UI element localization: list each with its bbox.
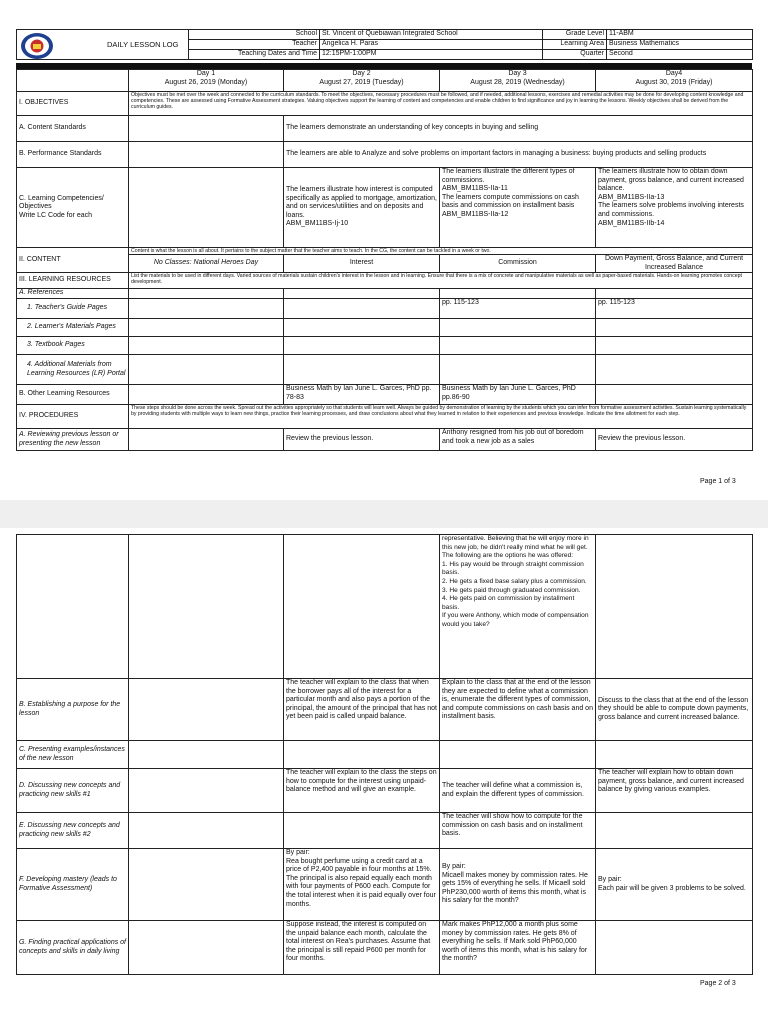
lm-row [17, 319, 753, 337]
area-value: Business Mathematics [607, 40, 753, 50]
other-day3: Business Math by Ian June L. Garces, PhD pp.86-90 [440, 385, 596, 405]
procedure-d-day2: The teacher will explain to the class the steps on how to compute for the interest using unpaid-balance method and will give an example. [284, 769, 440, 813]
procedure-a-day3-part2: representative. Believing that he will enjoy more in this new job, he didn't really mind what he will get. The following are the options he was offered: 1. His pay would be through straight commission basis. 2. He gets a fixed base salary plus a commission. 3. He gets paid through graduated commission. 4. He gets paid on commission by installment basis. If you were Anthony, which mode of compensation would you take? [440, 535, 596, 679]
procedure-c-label: C. Presenting examples/instances of the new lesson [17, 741, 129, 769]
objectives-row [17, 92, 753, 116]
header-table [16, 29, 753, 60]
procedure-f-day4: By pair: Each pair will be given 3 problems to be solved. [596, 849, 753, 921]
page-2 [0, 528, 768, 1024]
procedure-g-day3: Mark makes PhP12,000 a month plus some money by commission rates. He gets 8% of everything he sells. If Mark sold PhP60,000 worth of items this month, what is his salary for the month? [440, 921, 596, 975]
other-resources-label: B. Other Learning Resources [17, 385, 129, 405]
objectives-label: I. OBJECTIVES [17, 92, 129, 116]
procedure-a-day2: Review the previous lesson. [284, 429, 440, 451]
content-label: II. CONTENT [17, 248, 129, 273]
procedure-b-day3: Explain to the class that at the end of the lesson they are expected to define what a commission is, enumerate the different types of commission, and compute commissions on cash basis and on installment basis. [440, 679, 596, 741]
performance-standards-row [17, 142, 753, 168]
procedure-b-label: B. Establishing a purpose for the lesson [17, 679, 129, 741]
procedure-g-label: G. Finding practical applications of concepts and skills in daily living [17, 921, 129, 975]
lesson-table-page1 [16, 69, 753, 451]
quarter-value: Second [607, 50, 753, 60]
day2-header: Day 2 August 27, 2019 (Tuesday) [284, 70, 440, 92]
content-day4: Down Payment, Gross Balance, and Current Increased Balance [596, 255, 753, 273]
day4-header: Day4 August 30, 2019 (Friday) [596, 70, 753, 92]
resources-note: List the materials to be used in different days. Varied sources of materials sustain children's interest in the lesson and in learning. Ensure that there is a mix of concrete and manipulative materials as well as paper-based materials. Hands-on learning promotes concept development. [129, 273, 753, 289]
grade-label: Grade Level [543, 30, 607, 40]
competencies-day2: The learners illustrate how interest is computed specifically as applied to mortgage, amortization, and on services/utilities and on deposits and loans. ABM_BM11BS-Ij-10 [284, 168, 440, 248]
procedure-f-row [17, 849, 753, 921]
content-day2: Interest [284, 255, 440, 273]
additional-label: 4. Additional Materials from Learning Resources (LR) Portal [17, 355, 129, 385]
teacher-value: Angelica H. Paras [320, 40, 543, 50]
procedure-b-day2: The teacher will explain to the class that when the borrower pays all of the interest for a particular month and also pays a portion of the principal, the amount of the principal that has not yet been paid is called unpaid balance. [284, 679, 440, 741]
procedure-a-day3-part1: Anthony resigned from his job out of boredom and took a new job as a sales [440, 429, 596, 451]
procedure-a-cont-row [17, 535, 753, 679]
time-value: 12:15PM-1:00PM [320, 50, 543, 60]
page-number-2: Page 2 of 3 [700, 980, 736, 987]
procedure-a-label: A. Reviewing previous lesson or presenting the new lesson [17, 429, 129, 451]
competencies-day3: The learners illustrate the different types of commissions. ABM_BM11BS-IIa-11 The learners compute commissions on cash basis and commission on installment basis ABM_BM11BS-IIa-12 [440, 168, 596, 248]
time-label: Teaching Dates and Time [189, 50, 320, 60]
procedure-e-row [17, 813, 753, 849]
content-note: Content is what the lesson is all about. It pertains to the subject matter that the teacher aims to teach. In the CG, the content can be tackled in a week or two. [129, 248, 753, 255]
resources-label: III. LEARNING RESOURCES [17, 273, 129, 289]
content-standards-label: A. Content Standards [17, 116, 129, 142]
lm-label: 2. Learner's Materials Pages [17, 319, 129, 337]
day3-header: Day 3 August 28, 2019 (Wednesday) [440, 70, 596, 92]
quarter-label: Quarter [543, 50, 607, 60]
competencies-day4: The learners illustrate how to obtain down payment, gross balance, and current increased balance. ABM_BM11BS-IIa-13 The learners solve problems involving interests and commissions. ABM_BM11BS-IIb-14 [596, 168, 753, 248]
other-resources-row [17, 385, 753, 405]
procedures-label: IV. PROCEDURES [17, 405, 129, 429]
procedure-d-label: D. Discussing new concepts and practicing new skills #1 [17, 769, 129, 813]
log-title: DAILY LESSON LOG [17, 30, 189, 60]
procedure-c-row [17, 741, 753, 769]
content-standards-text: The learners demonstrate an understanding of key concepts in buying and selling [284, 116, 753, 142]
page-gap [0, 500, 768, 528]
resources-row [17, 273, 753, 289]
performance-standards-label: B. Performance Standards [17, 142, 129, 168]
content-standards-row [17, 116, 753, 142]
lesson-table-page2 [16, 534, 753, 975]
school-value: St. Vincent of Quebiawan Integrated School [320, 30, 543, 40]
procedure-b-row [17, 679, 753, 741]
tb-label: 3. Textbook Pages [17, 337, 129, 355]
procedures-row [17, 405, 753, 429]
area-label: Learning Area [543, 40, 607, 50]
performance-standards-text: The learners are able to Analyze and solve problems on important factors in managing a business: buying products and selling products [284, 142, 753, 168]
procedure-a-row [17, 429, 753, 451]
tb-row [17, 337, 753, 355]
procedure-g-day2: Suppose instead, the interest is computed on the unpaid balance each month, calculate the total interest on Rea's purchases. Assume that the principal is still repaid P600 per month for four months. [284, 921, 440, 975]
competencies-label: C. Learning Competencies/ Objectives Write LC Code for each [17, 168, 129, 248]
day1-header: Day 1 August 26, 2019 (Monday) [129, 70, 284, 92]
additional-row [17, 355, 753, 385]
procedures-note: These steps should be done across the week. Spread out the activities appropriately so that students will learn well. Always be guided by demonstration of learning by the students which you can infer from formative assessment activities. Sustain learning systematically by providing students with multiple ways to learn new things, practice their learning processes, and draw conclusions about what they learned in relation to their experiences and previous knowledge. Indicate the time allotment for each step. [129, 405, 753, 429]
references-row [17, 289, 753, 299]
teacher-label: Teacher [189, 40, 320, 50]
page-1 [0, 0, 768, 500]
references-label: A. References [17, 289, 129, 299]
procedure-d-row [17, 769, 753, 813]
procedure-f-day2: By pair: Rea bought perfume using a credit card at a price of P2,400 payable in four months at 15%. The principal is also repaid equally each month with four payments of P600 each. Compute for the total interest when it is paid equally over four months. [284, 849, 440, 921]
tg-label: 1. Teacher's Guide Pages [17, 299, 129, 319]
objectives-note: Objectives must be met over the week and connected to the curriculum standards. To meet the objectives, necessary procedures must be followed, and if needed, additional lessons, exercises and remedial activities may be done for developing content knowledge and competencies. These are assessed using Formative Assessment strategies. Valuing objectives support the learning of content and competencies and enable children to find significance and joy in learning the lessons. Weekly objectives shall be derived from the curriculum guides. [129, 92, 753, 116]
content-note-row [17, 248, 753, 255]
procedure-a-day4: Review the previous lesson. [596, 429, 753, 451]
tg-row [17, 299, 753, 319]
competencies-row [17, 168, 753, 248]
procedure-b-day4: Discuss to the class that at the end of the lesson they should be able to compute down payments, gross balance and current increased balance. [596, 679, 753, 741]
page-number-1: Page 1 of 3 [700, 478, 736, 485]
procedure-f-label: F. Developing mastery (leads to Formative Assessment) [17, 849, 129, 921]
procedure-d-day3: The teacher will define what a commission is, and explain the different types of commission. [440, 769, 596, 813]
grade-value: 11-ABM [607, 30, 753, 40]
tg-day4: pp. 115-123 [596, 299, 753, 319]
tg-day3: pp. 115-123 [440, 299, 596, 319]
procedure-g-row [17, 921, 753, 975]
content-day1: No Classes: National Heroes Day [129, 255, 284, 273]
other-day2: Business Math by Ian June L. Garces, PhD pp. 78-83 [284, 385, 440, 405]
days-row [17, 70, 753, 92]
procedure-e-day3: The teacher will show how to compute for the commission on cash basis and on installment basis. [440, 813, 596, 849]
procedure-e-label: E. Discussing new concepts and practicing new skills #2 [17, 813, 129, 849]
procedure-d-day4: The teacher will explain how to obtain down payment, gross balance, and current increased balance by giving various examples. [596, 769, 753, 813]
content-day3: Commission [440, 255, 596, 273]
procedure-f-day3: By pair: Micaell makes money by commission rates. He gets 15% of everything he sells. If Micaell sold PhP230,000 worth of items this month, what is his salary for the month? [440, 849, 596, 921]
school-label: School [189, 30, 320, 40]
